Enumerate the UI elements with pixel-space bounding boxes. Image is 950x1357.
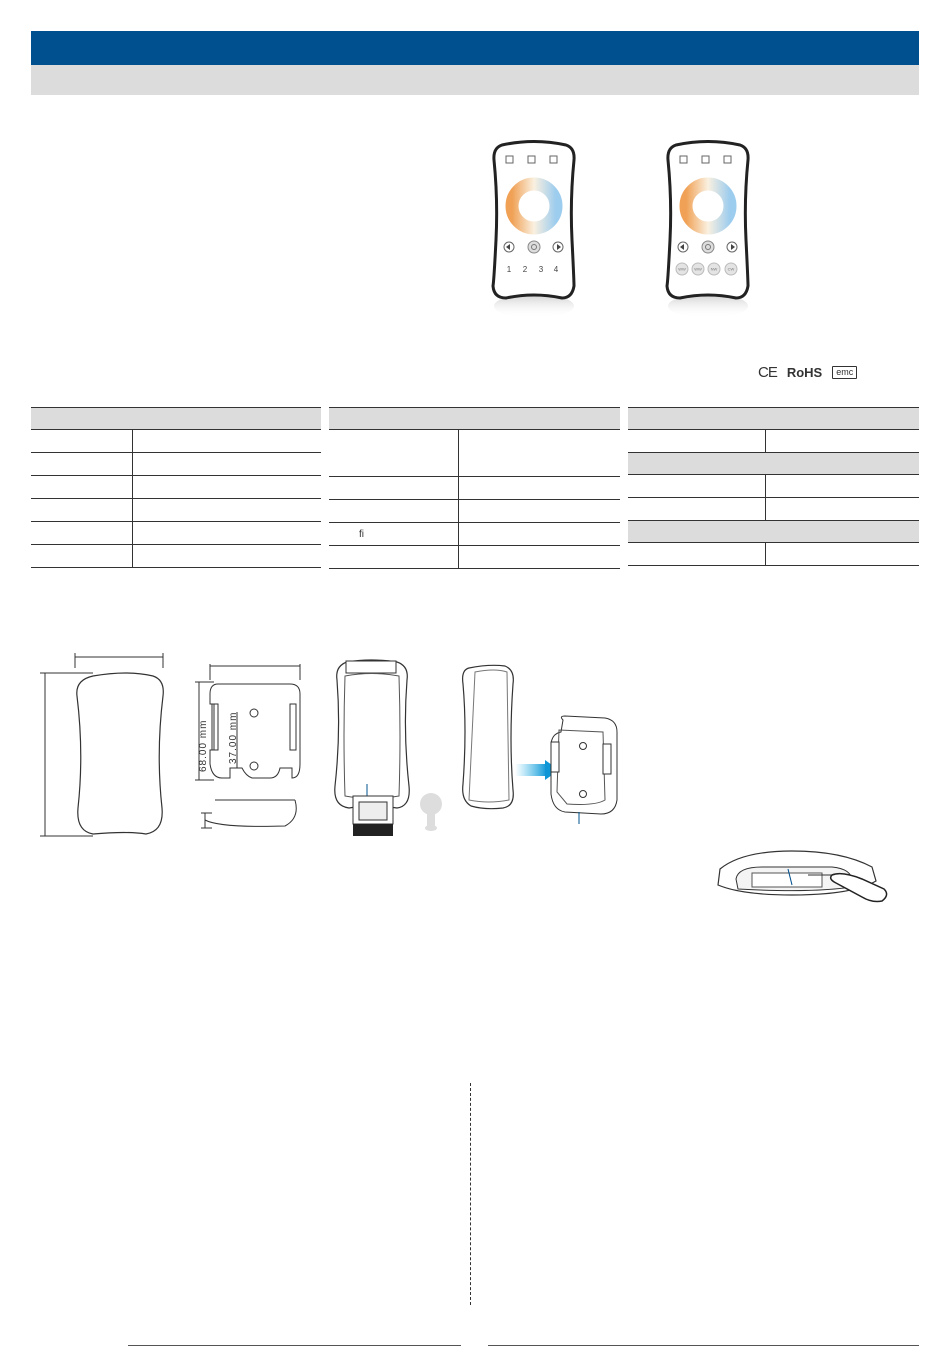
remote-scene-image: [662, 140, 754, 320]
table-row: [31, 476, 321, 499]
certification-marks: [758, 362, 857, 382]
battery-replacement-illustration: [712, 845, 892, 915]
table-row: [628, 498, 919, 521]
table-row: [31, 430, 321, 453]
scene-button-label: WW: [678, 266, 686, 272]
remote-4-zone-image: [488, 140, 580, 320]
bracket-dimension-drawing: [190, 660, 310, 832]
zone-label: 3: [538, 265, 544, 274]
ce-mark: CE: [758, 363, 777, 381]
title-bar: [31, 31, 919, 65]
subtitle-bar: [31, 65, 919, 95]
table-subheader: [628, 521, 919, 543]
table-row: [329, 500, 620, 523]
remote-back-with-bracket-drawing: [327, 656, 447, 841]
spec-table-right: [628, 407, 919, 566]
table-row: [628, 475, 919, 498]
table-cell-text: fi: [359, 528, 364, 540]
zone-label: 1: [506, 265, 512, 274]
table-header: [329, 408, 620, 430]
scene-button-label: NW: [710, 266, 718, 272]
zone-label: 2: [522, 265, 528, 274]
footer-rule-left: [128, 1345, 461, 1346]
table-header: [31, 408, 321, 430]
rohs-mark: RoHS: [786, 364, 823, 380]
table-row: [329, 477, 620, 500]
table-row: [329, 546, 620, 569]
spec-table-middle: [329, 407, 620, 569]
table-row: [628, 543, 919, 566]
spec-table-left: [31, 407, 321, 568]
table-row: [31, 499, 321, 522]
emc-mark: emc: [832, 366, 857, 379]
table-row: [31, 522, 321, 545]
footer-rule-right: [488, 1345, 919, 1346]
table-row: [628, 430, 919, 453]
scene-button-label: WW: [694, 266, 702, 272]
hole-spacing-label: 37.00 mm: [228, 711, 239, 764]
scene-button-label: CW: [727, 266, 735, 272]
height-dimension-label: 68.00 mm: [198, 719, 209, 772]
table-row: [31, 545, 321, 568]
table-row: [31, 453, 321, 476]
remote-mount-illustration: [455, 660, 630, 830]
table-header: [628, 408, 919, 430]
table-row: [329, 430, 620, 477]
table-subheader: [628, 453, 919, 475]
column-separator: [470, 1083, 471, 1305]
remote-dimension-drawing: [38, 648, 173, 843]
zone-label: 4: [553, 265, 559, 274]
table-row: [329, 523, 620, 546]
